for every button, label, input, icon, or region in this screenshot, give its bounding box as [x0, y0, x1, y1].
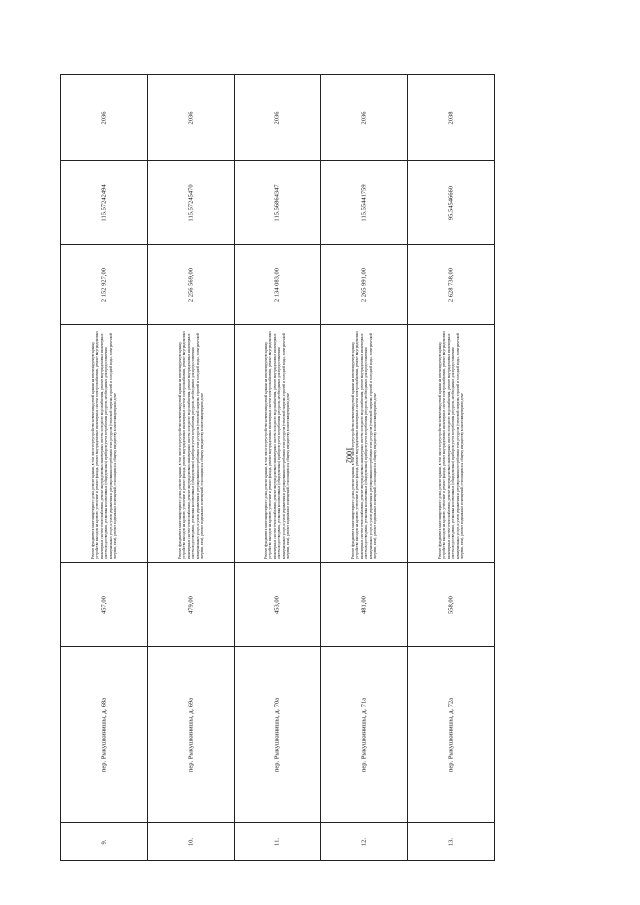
area-cell [321, 563, 408, 647]
year-text: 2036 [360, 111, 368, 124]
rate-text: 115.56864347 [273, 183, 281, 222]
area-cell [147, 563, 234, 647]
address-cell [147, 647, 234, 823]
works-cell [61, 325, 148, 563]
rate-text: 115.55441759 [360, 183, 368, 222]
cost-cell [61, 245, 148, 325]
area-text: 479,00 [187, 595, 195, 614]
number-text: 11. [273, 837, 281, 846]
rate-cell [147, 161, 234, 245]
address-cell [321, 647, 408, 823]
year-text: 2036 [187, 111, 195, 124]
number-cell [408, 823, 495, 861]
area-cell [408, 563, 495, 647]
number-text: 10. [187, 837, 195, 846]
works-text: Ремонт фундамента многоквартирного дома, ремонт крыши, в том числе переустройство невентилируемой крыши на вентилируемую крышу, устройство выходов на кровлю, утепление и ремонт фасада, ремонт внутридомовых инженерных систем электроснабжения, ремонт внутридомовых инженерных систем теплоснабжения, ремонт внутридомовых инженерных систем холодного водоснабжения, ремонт внутридомовых инженерных систем водоотведения, установка коллективных (общедомовых) приборов учета потребления ресурсов, необходимых для предоставления коммунальных услуг, и узлов управления и регулирования потребления этих ресурсов (тепловой энергии, горячей и холодной воды, электрической энергии, газа), ремонт подвальных помещений, относящихся к общему имуществу в многоквартирном доме [177, 330, 204, 559]
cost-text: 2 256 569,00 [187, 267, 195, 302]
cost-cell [408, 245, 495, 325]
table-row-area [61, 563, 495, 647]
number-cell [234, 823, 321, 861]
cost-cell [147, 245, 234, 325]
address-text: пер. Рыкушкинишы, д. 71а [360, 697, 368, 772]
rate-cell [234, 161, 321, 245]
year-cell [408, 75, 495, 161]
number-cell [321, 823, 408, 861]
number-cell [147, 823, 234, 861]
address-text: пер. Рыкушкинишы, д. 70а [273, 697, 281, 772]
cost-text: 2 152 927,00 [100, 267, 108, 302]
cost-cell [234, 245, 321, 325]
rate-text: 95.54546660 [447, 185, 455, 220]
rate-cell [321, 161, 408, 245]
works-cell [408, 325, 495, 563]
works-text: Ремонт фундамента многоквартирного дома, ремонт крыши, в том числе переустройство невентилируемой крыши на вентилируемую крышу, устройство выходов на кровлю, утепление и ремонт фасада, ремонт внутридомовых инженерных систем электроснабжения, ремонт внутридомовых инженерных систем теплоснабжения, ремонт внутридомовых инженерных систем холодного водоснабжения, ремонт внутридомовых инженерных систем водоотведения, установка коллективных (общедомовых) приборов учета потребления ресурсов, необходимых для предоставления коммунальных услуг, и узлов управления и регулирования потребления этих ресурсов (тепловой энергии, горячей и холодной воды, электрической энергии, газа), ремонт подвальных помещений, относящихся к общему имуществу в многоквартирном доме [351, 330, 378, 559]
number-cell [61, 823, 148, 861]
year-text: 2036 [100, 111, 108, 124]
repair-schedule-table [60, 74, 495, 861]
area-text: 453,00 [273, 595, 281, 614]
rate-cell [408, 161, 495, 245]
year-cell [147, 75, 234, 161]
rate-text: 115.57245470 [187, 183, 195, 222]
year-text: 2038 [447, 111, 455, 124]
table-row-cost [61, 245, 495, 325]
cost-text: 2 134 083,00 [273, 267, 281, 302]
page-number: 1002 [344, 447, 354, 463]
works-text: Ремонт фундамента многоквартирного дома, ремонт крыши, в том числе переустройство невентилируемой крыши на вентилируемую крышу, устройство выходов на кровлю, утепление и ремонт фасада, ремонт внутридомовых инженерных систем электроснабжения, ремонт внутридомовых инженерных систем теплоснабжения, ремонт внутридомовых инженерных систем холодного водоснабжения, ремонт внутридомовых инженерных систем водоотведения, установка коллективных (общедомовых) приборов учета потребления ресурсов, необходимых для предоставления коммунальных услуг, и узлов управления и регулирования потребления этих ресурсов (тепловой энергии, горячей и холодной воды, электрической энергии, газа), ремонт подвальных помещений, относящихся к общему имуществу в многоквартирном доме [264, 330, 291, 559]
area-cell [234, 563, 321, 647]
cost-cell [321, 245, 408, 325]
cost-text: 2 265 991,00 [360, 267, 368, 302]
works-text: Ремонт фундамента многоквартирного дома, ремонт крыши, в том числе переустройство невентилируемой крыши на вентилируемую крышу, устройство выходов на кровлю, утепление и ремонт фасада, ремонт внутридомовых инженерных систем электроснабжения, ремонт внутридомовых инженерных систем теплоснабжения, ремонт внутридомовых инженерных систем холодного водоснабжения, ремонт внутридомовых инженерных систем водоотведения, установка коллективных (общедомовых) приборов учета потребления ресурсов, необходимых для предоставления коммунальных услуг, и узлов управления и регулирования потребления этих ресурсов (тепловой энергии, горячей и холодной воды, электрической энергии, газа), ремонт подвальных помещений, относящихся к общему имуществу в многоквартирном доме [437, 330, 464, 559]
number-text: 12. [360, 837, 368, 846]
cost-text: 2 628 738,00 [447, 267, 455, 302]
number-text: 9. [100, 839, 108, 844]
rate-cell [61, 161, 148, 245]
table-row-year [61, 75, 495, 161]
address-text: пер. Рыкушкинишы, д. 68а [100, 697, 108, 772]
works-cell [321, 325, 408, 563]
address-text: пер. Рыкушкинишы, д. 72а [447, 697, 455, 772]
table-row-number [61, 823, 495, 861]
year-cell [321, 75, 408, 161]
area-text: 558,00 [447, 595, 455, 614]
area-cell [61, 563, 148, 647]
address-cell [234, 647, 321, 823]
year-cell [234, 75, 321, 161]
address-text: пер. Рыкушкинишы, д. 69а [187, 697, 195, 772]
year-text: 2036 [273, 111, 281, 124]
year-cell [61, 75, 148, 161]
table-row-rate [61, 161, 495, 245]
works-cell [147, 325, 234, 563]
table-row-works [61, 325, 495, 563]
area-text: 457,00 [100, 595, 108, 614]
table-row-address [61, 647, 495, 823]
rate-text: 115.57242494 [100, 183, 108, 222]
address-cell [408, 647, 495, 823]
number-text: 13. [447, 837, 455, 846]
works-text: Ремонт фундамента многоквартирного дома, ремонт крыши, в том числе переустройство невентилируемой крыши на вентилируемую крышу, устройство выходов на кровлю, утепление и ремонт фасада, ремонт внутридомовых инженерных систем электроснабжения, ремонт внутридомовых инженерных систем теплоснабжения, ремонт внутридомовых инженерных систем холодного водоснабжения, ремонт внутридомовых инженерных систем водоотведения, установка коллективных (общедомовых) приборов учета потребления ресурсов, необходимых для предоставления коммунальных услуг, и узлов управления и регулирования потребления этих ресурсов (тепловой энергии, горячей и холодной воды, электрической энергии, газа), ремонт подвальных помещений, относящихся к общему имуществу в многоквартирном доме [90, 330, 117, 559]
area-text: 481,00 [360, 595, 368, 614]
works-cell [234, 325, 321, 563]
address-cell [61, 647, 148, 823]
